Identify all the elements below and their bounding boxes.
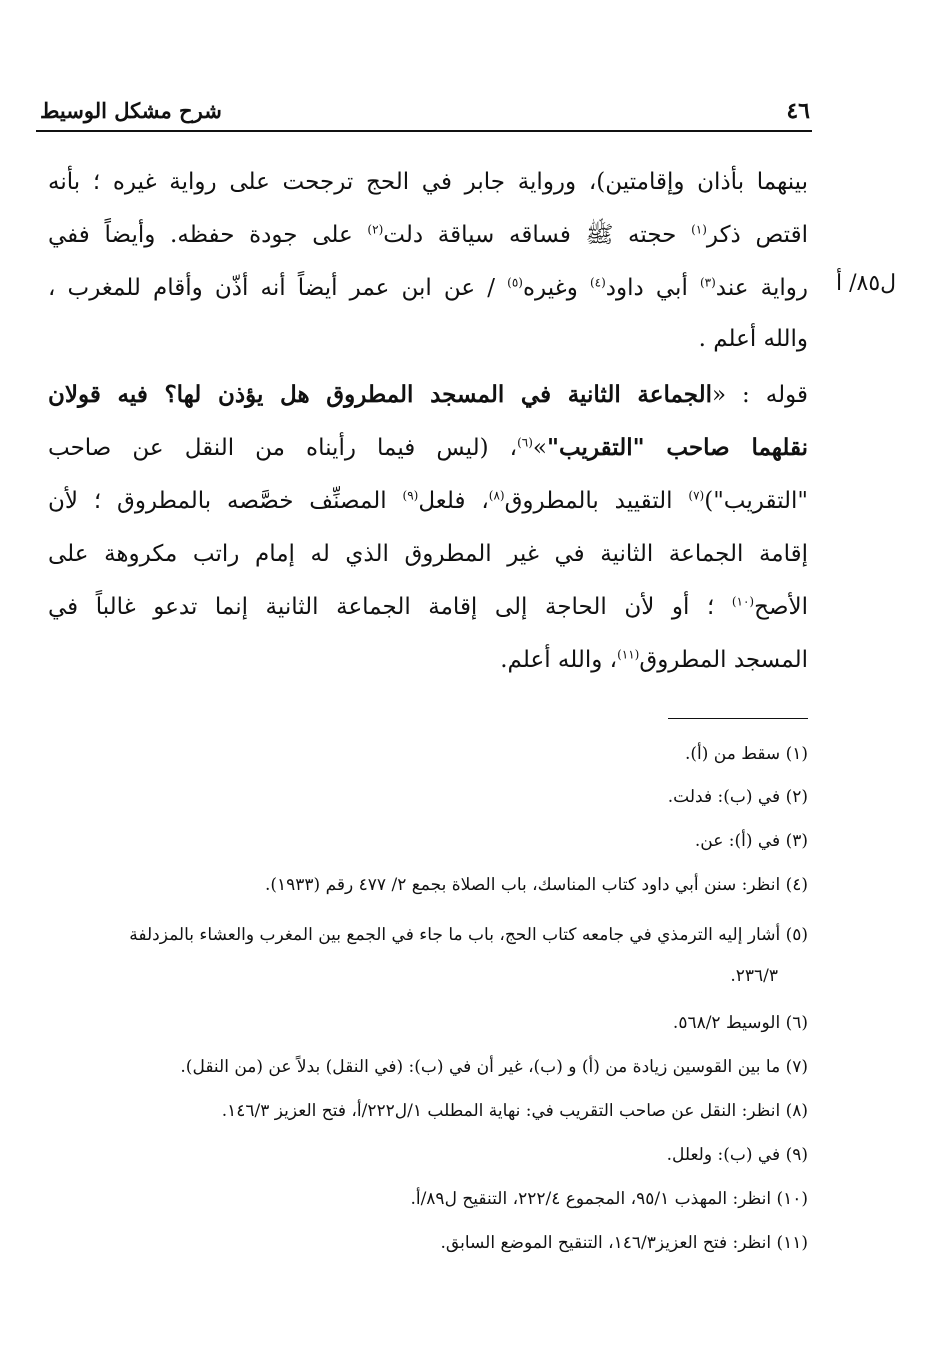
footnote-ref: (١٠) xyxy=(731,594,755,609)
body-text: المسجد المطروق xyxy=(639,647,808,673)
footnote-2: (٢) في (ب): فدلت. xyxy=(667,787,808,807)
book-title: شرح مشكل الوسيط xyxy=(40,98,222,123)
footnote-7: (٧) ما بين القوسين زيادة من (أ) و (ب)، غير أن في (ب): (في النقل) بدلاً عن (من النقل). xyxy=(180,1057,808,1077)
body-text: بينهما بأذان وإقامتين)، ورواية جابر في الحج ترجحت على رواية غيره ؛ بأنه xyxy=(48,169,808,195)
footnote-5-continuation: ٢٣٦/٣. xyxy=(730,966,778,986)
body-text: ، والله أعلم. xyxy=(500,647,618,673)
footnote-ref: (٧) xyxy=(688,488,705,503)
footnote-ref: (١) xyxy=(691,222,707,237)
footnote-4: (٤) انظر: سنن أبي داود كتاب المناسك، باب الصلاة بجمع ٢/ ٤٧٧ رقم (١٩٣٣). xyxy=(264,875,808,895)
body-line-1 xyxy=(48,165,808,199)
footnote-separator xyxy=(668,718,808,719)
footnote-ref: (٨) xyxy=(488,488,505,503)
body-text: اقتص ذكر xyxy=(706,222,809,248)
footnote-ref: (٦) xyxy=(517,435,533,450)
header-rule xyxy=(36,130,812,132)
page-number: ٤٦ xyxy=(786,98,810,124)
footnote-ref: (٥) xyxy=(507,275,523,290)
body-line-5 xyxy=(48,378,808,412)
body-line-4 xyxy=(48,322,808,356)
footnote-10: (١٠) انظر: المهذب ٩٥/١، المجموع ٢٢٢/٤، التنقيح ل٨٩/أ. xyxy=(410,1189,808,1209)
body-text: أبي داود xyxy=(605,275,700,301)
body-text: قوله : « xyxy=(712,382,808,408)
body-text: وغيره xyxy=(522,275,590,301)
body-text: على جودة حفظه. وأيضاً ففي xyxy=(48,222,368,248)
body-line-2 xyxy=(48,218,808,252)
footnote-11: (١١) انظر: فتح العزيز١٤٦/٣، التنقيح الموضع السابق. xyxy=(440,1233,808,1253)
footnote-9: (٩) في (ب): ولعلل. xyxy=(666,1145,808,1165)
quoted-text-bold: الجماعة الثانية في المسجد المطروق هل يؤذن لها؟ فيه قولان xyxy=(48,381,713,408)
body-line-3 xyxy=(48,271,808,305)
body-text: ، (ليس فيما رأيناه من النقل عن صاحب xyxy=(48,435,518,461)
running-header xyxy=(40,96,810,130)
footnote-ref: (٤) xyxy=(589,275,606,290)
body-text: » xyxy=(532,435,547,461)
body-line-8 xyxy=(48,537,808,571)
body-text: ؛ أو لأن الحاجة إلى إقامة الجماعة الثانية إنما تدعو غالباً في xyxy=(48,594,732,620)
footnote-ref: (١١) xyxy=(617,647,640,662)
footnote-1: (١) سقط من (أ). xyxy=(684,744,808,764)
body-text: رواية عند xyxy=(715,275,808,301)
body-text: ، فلعل xyxy=(418,488,489,514)
footnote-ref: (٣) xyxy=(699,275,716,290)
body-text: "التقريب") xyxy=(704,488,808,514)
body-line-10 xyxy=(48,643,808,677)
footnote-ref: (٢) xyxy=(367,222,384,237)
body-text: حجته ﷺ فساقه سياقة دلت xyxy=(383,222,692,248)
margin-folio-note: ل٨٥/ أ xyxy=(836,271,897,296)
footnote-3: (٣) في (أ): عن. xyxy=(694,831,808,851)
footnote-8: (٨) انظر: النقل عن صاحب التقريب في: نهاية المطلب ١/ل٢٢٢/أ، فتح العزيز ١٤٦/٣. xyxy=(221,1101,808,1121)
body-line-9 xyxy=(48,590,808,624)
body-text: التقييد بالمطروق xyxy=(504,488,689,514)
quoted-text-bold: نقلهما صاحب "التقريب" xyxy=(546,434,809,461)
body-text: إقامة الجماعة الثانية في غير المطروق الذي له إمام راتب مكروهة على xyxy=(48,541,809,567)
body-line-7 xyxy=(48,484,808,518)
body-text: المصنِّف خصَّصه بالمطروق ؛ لأن xyxy=(48,488,403,514)
body-text: / عن ابن عمر أيضاً أنه أذّن وأقام للمغرب ، xyxy=(48,275,508,301)
footnote-5: (٥) أشار إليه الترمذي في جامعه كتاب الحج، باب ما جاء في الجمع بين المغرب والعشاء بالمزدلفة xyxy=(129,925,808,945)
footnote-6: (٦) الوسيط ٥٦٨/٢. xyxy=(672,1013,808,1033)
footnote-ref: (٩) xyxy=(402,488,419,503)
body-text: الأصح xyxy=(754,594,808,620)
body-line-6 xyxy=(48,431,808,465)
body-text: والله أعلم . xyxy=(698,326,808,352)
